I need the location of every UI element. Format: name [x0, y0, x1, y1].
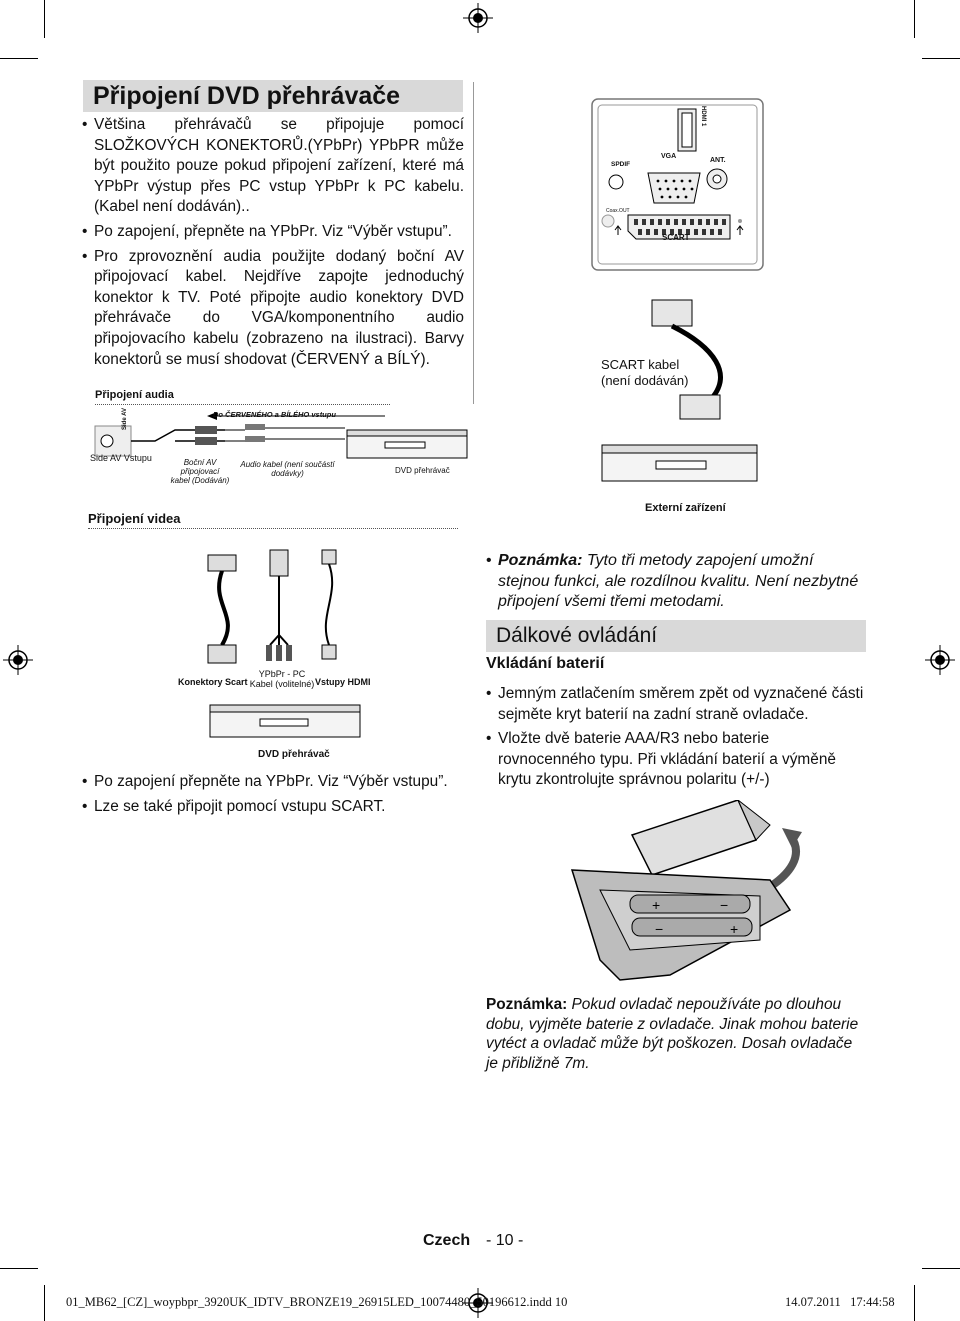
- list-item: • Lze se také připojit pomocí vstupu SCART.: [82, 797, 472, 818]
- list-item: • Jemným zatlačením směrem zpět od vyznačené části sejměte kryt baterií na zadní straně ovladače.: [486, 684, 868, 725]
- registration-mark-icon: [463, 3, 493, 33]
- remote-heading: Dálkové ovládání: [496, 624, 658, 647]
- footer-page-number: - 10 -: [486, 1232, 524, 1249]
- spdif-label: SPDIF: [611, 161, 631, 168]
- list-item: • Většina přehrávačů se připojuje pomocí SLOŽKOVÝCH KONEKTORŮ.(YPbPr) YPbPR může být použito pouze pokud připojení zařízení, které má YPbPr výstup přes PC vstup YPbPr k PC kabelu.(Kabel není dodáván)..: [82, 115, 464, 218]
- crop-mark: [922, 58, 960, 59]
- scart-cable-label: SCART kabel (není dodáván): [601, 357, 689, 388]
- audio-cable-label: Audio kabel (není součástí dodávky): [240, 460, 335, 478]
- tv-connector-panel: [590, 97, 765, 272]
- crop-mark: [44, 1285, 45, 1321]
- vga-label: VGA: [661, 153, 677, 160]
- arrow-label: Do ČERVENÉHO a BÍLÉHO vstupu: [213, 410, 336, 419]
- scart-connectors-label: Konektory Scart: [178, 677, 248, 687]
- scart-cable-diagram: [590, 285, 770, 500]
- note-label: Poznámka:: [498, 552, 583, 569]
- side-cable-label: Boční AV připojovací kabel (Dodáván): [170, 458, 230, 485]
- note-label: Poznámka:: [486, 996, 568, 1013]
- audio-section-title: Připojení audia: [95, 389, 174, 401]
- column-divider: [473, 82, 474, 404]
- list-item: • Pro zprovoznění audia použijte dodaný boční AV připojovací kabel. Nejdříve zapojte jednoduchý konektor k TV. Poté připojte audio konektory DVD přehrávače do VGA/komponentního audio připojovacího kabelu (zobrazeno na ilustraci). Barvy konektorů se musí shodovat (ČERVENÝ a BÍLÝ).: [82, 247, 464, 371]
- battery-bullet-list: [486, 684, 868, 795]
- section-heading-bar: [83, 80, 463, 112]
- video-connection-diagram: [190, 545, 390, 755]
- crop-mark: [922, 1268, 960, 1269]
- note-text: Tyto tři metody zapojení umožní stejnou funkci, ale rozdílnou kvalitu. Není nezbytné připojení všemi třemi metodami.: [498, 552, 859, 610]
- crop-mark: [0, 1268, 38, 1269]
- registration-mark-icon: [3, 645, 33, 675]
- svg-text:+: +: [730, 921, 739, 937]
- battery-subheading: Vkládání baterií: [486, 655, 605, 672]
- side-av-label: Side AV Vstupu: [90, 453, 152, 463]
- hdmi-label: HDMI 1: [700, 106, 706, 127]
- dvd-player-label: DVD přehrávač: [258, 749, 330, 760]
- note-paragraph: [486, 995, 868, 1073]
- list-item: • Vložte dvě baterie AAA/R3 nebo baterie rovnocenného typu. Při vkládání baterií a výměně krytu zkontrolujte správnou polaritu (+/-): [486, 729, 868, 791]
- external-device-label: Externí zařízení: [645, 502, 726, 514]
- hdmi-inputs-label: Vstupy HDMI: [315, 677, 371, 687]
- crop-mark: [0, 58, 38, 59]
- remote-battery-illustration: [560, 800, 820, 990]
- registration-mark-icon: [925, 645, 955, 675]
- remote-heading-bar: [486, 620, 866, 652]
- video-section-title: Připojení videa: [88, 511, 181, 526]
- list-item: • Po zapojení, přepněte na YPbPr. Viz “Výběr vstupu”.: [82, 222, 464, 243]
- ypbpr-cable-label: YPbPr - PC Kabel (volitelné): [249, 669, 315, 689]
- intro-bullet-list: [82, 115, 464, 374]
- list-item: • Po zapojení přepněte na YPbPr. Viz “Výběr vstupu”.: [82, 772, 472, 793]
- crop-mark: [44, 0, 45, 38]
- svg-text:−: −: [655, 921, 664, 937]
- section-heading: Připojení DVD přehrávače: [93, 82, 401, 110]
- audio-section-rule: [95, 404, 390, 405]
- scart-port-label: SCART: [662, 233, 690, 242]
- svg-text:+: +: [652, 897, 661, 913]
- video-section-rule: [88, 528, 458, 529]
- footer-date: 14.07.2011 17:44:58: [785, 1295, 895, 1309]
- note-paragraph: • Poznámka: Tyto tři metody zapojení umožní stejnou funkci, ale rozdílnou kvalitu. Není nezbytné připojení všemi třemi metodami.: [486, 552, 859, 610]
- dvd-player-label: DVD přehrávač: [395, 466, 450, 475]
- svg-text:−: −: [720, 897, 729, 913]
- bottom-bullet-list: [82, 772, 472, 821]
- crop-mark: [914, 0, 915, 38]
- coax-label: Coax.OUT: [606, 208, 630, 214]
- footer-language: Czech: [423, 1232, 471, 1249]
- note-text: Pokud ovladač nepoužíváte po dlouhou dobu, vyjměte baterie z ovladače. Jinak mohou baterie vytéct a ovladač může být poškozen. Dosah ovladače je přibližně 7m.: [486, 996, 859, 1072]
- crop-mark: [914, 1285, 915, 1321]
- ant-label: ANT.: [710, 157, 726, 164]
- side-av-port-label: Side AV: [122, 407, 128, 430]
- footer-file-slug: 01_MB62_[CZ]_woypbpr_3920UK_IDTV_BRONZE19_26915LED_10074480_50196612.indd 10: [66, 1295, 568, 1309]
